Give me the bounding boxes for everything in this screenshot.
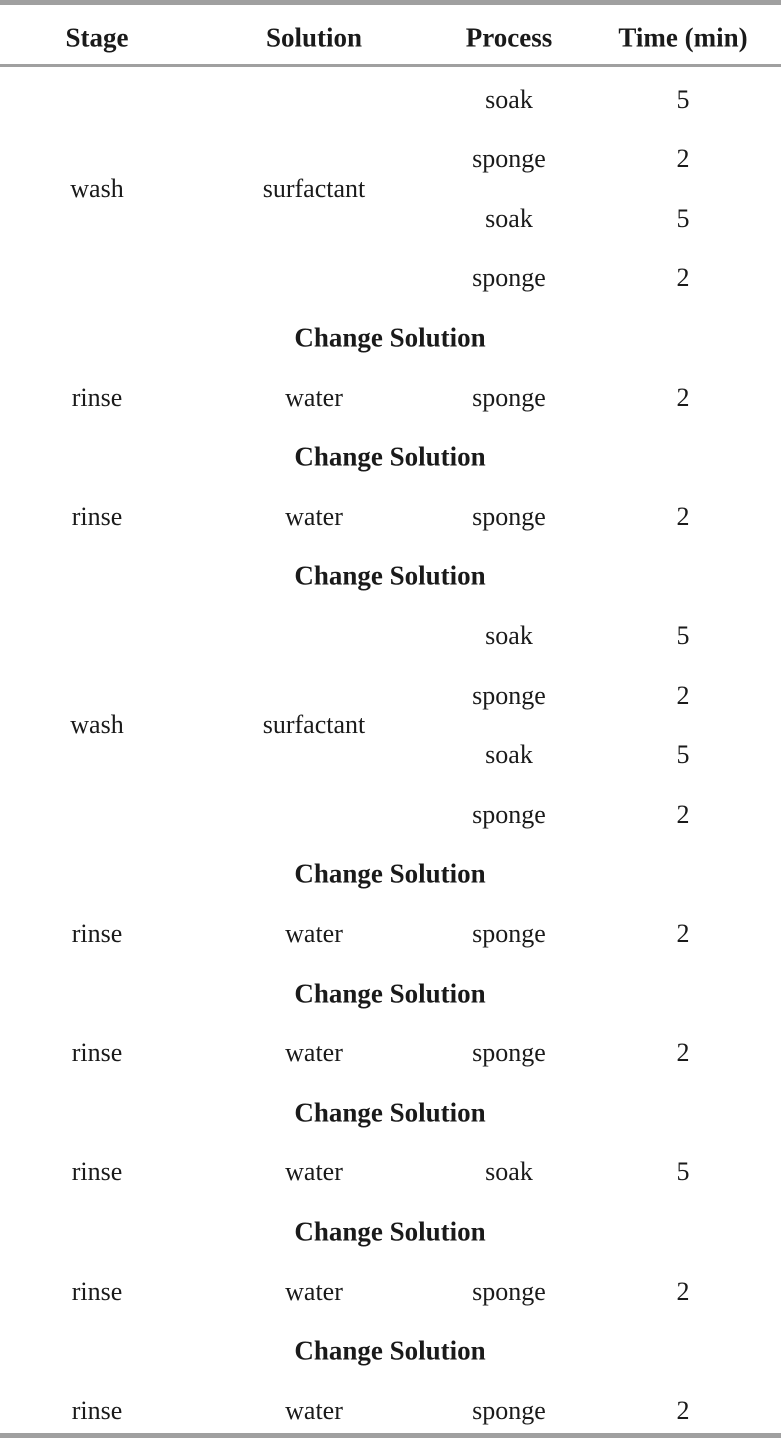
time-cell: 2 [676,1038,690,1068]
change-solution-row: Change Solution [294,560,486,591]
process-cell: soak [485,203,533,233]
solution-cell: water [285,1038,343,1068]
solution-cell: water [285,1395,343,1425]
stage-cell: rinse [71,1395,123,1425]
time-cell: 5 [676,620,690,650]
process-cell: sponge [472,501,546,531]
process-cell: soak [485,84,533,114]
header-process: Process [465,22,553,53]
time-cell: 2 [676,799,690,829]
time-cell: 2 [676,1395,690,1425]
time-cell: 2 [676,382,690,412]
table-bottom-rule [0,1433,781,1438]
time-cell: 2 [676,1276,690,1306]
change-solution-row: Change Solution [294,1335,486,1366]
process-cell: sponge [472,680,546,710]
solution-cell: water [285,382,343,412]
process-cell: soak [485,740,533,770]
stage-cell: wash [70,710,124,740]
change-solution-row: Change Solution [294,1216,486,1247]
change-solution-row: Change Solution [294,441,486,472]
header-stage: Stage [65,22,129,53]
process-cell: sponge [472,1395,546,1425]
process-cell: sponge [472,918,546,948]
stage-cell: rinse [71,918,123,948]
solution-cell: water [285,1276,343,1306]
table-top-rule [0,0,781,5]
process-cell: sponge [472,144,546,174]
process-cell: sponge [472,1038,546,1068]
stage-cell: rinse [71,1038,123,1068]
time-cell: 5 [676,1157,690,1187]
process-cell: sponge [472,263,546,293]
time-cell: 5 [676,203,690,233]
solution-cell: water [285,918,343,948]
change-solution-row: Change Solution [294,858,486,889]
time-cell: 2 [676,680,690,710]
time-cell: 2 [676,501,690,531]
change-solution-row: Change Solution [294,322,486,353]
header-time: Time (min) [618,22,748,53]
stage-cell: rinse [71,501,123,531]
solution-cell: water [285,501,343,531]
process-cell: sponge [472,1276,546,1306]
time-cell: 2 [676,144,690,174]
process-cell: sponge [472,799,546,829]
process-cell: soak [485,620,533,650]
time-cell: 2 [676,263,690,293]
header-solution: Solution [265,22,363,53]
process-cell: soak [485,1157,533,1187]
process-cell: sponge [472,382,546,412]
time-cell: 5 [676,740,690,770]
change-solution-row: Change Solution [294,1097,486,1128]
time-cell: 5 [676,84,690,114]
solution-cell: water [285,1157,343,1187]
stage-cell: wash [70,173,124,203]
solution-cell: surfactant [262,710,366,740]
solution-cell: surfactant [262,173,366,203]
stage-cell: rinse [71,1276,123,1306]
change-solution-row: Change Solution [294,978,486,1008]
table-header-rule [0,64,781,67]
stage-cell: rinse [71,382,123,412]
stage-cell: rinse [71,1157,123,1187]
time-cell: 2 [676,918,690,948]
